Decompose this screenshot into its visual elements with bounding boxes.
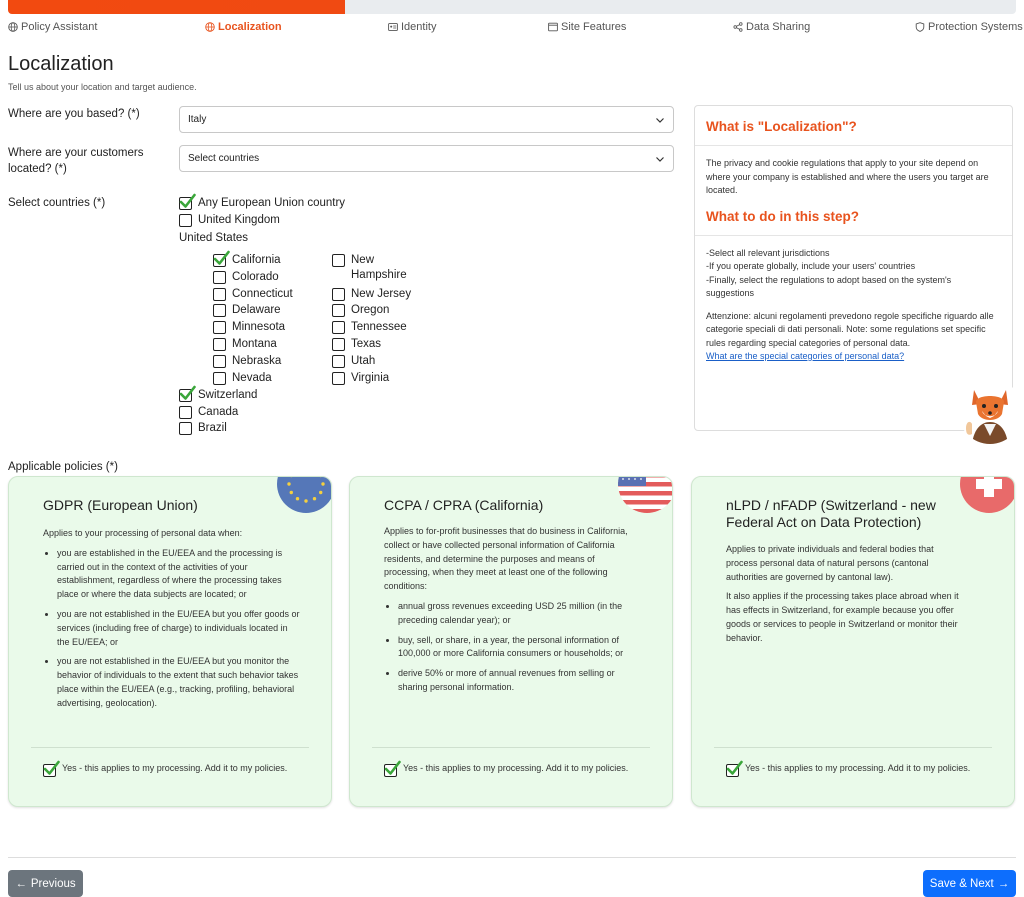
checkbox-label: Delaware <box>232 304 281 317</box>
checkbox-label: Virginia <box>351 371 390 384</box>
eu-star <box>304 499 307 502</box>
check-icon <box>179 385 196 401</box>
help-divider <box>695 145 1012 146</box>
country-checkbox-california[interactable] <box>213 253 281 268</box>
checkbox-checked[interactable] <box>213 254 226 267</box>
policy-paragraph: Applies to private individuals and federal bodies that process personal data of natural persons (cantonal authorities are governed by cantonal law). <box>726 544 934 582</box>
checkbox[interactable] <box>213 321 226 334</box>
help-title-2: What to do in this step? <box>706 208 859 224</box>
country-checkbox-texas[interactable] <box>332 337 412 352</box>
checkbox-checked[interactable] <box>179 389 192 402</box>
check-icon <box>43 760 60 776</box>
eu-star <box>313 497 316 500</box>
country-checkbox-virginia[interactable] <box>332 371 412 386</box>
card-divider <box>31 747 309 748</box>
step-label: Data Sharing <box>746 21 811 33</box>
customers-select[interactable] <box>179 145 674 172</box>
checkbox-label: Texas <box>351 338 382 350</box>
checkbox[interactable] <box>332 254 345 267</box>
help-title-1: What is "Localization"? <box>706 119 857 134</box>
footer-divider <box>8 857 1016 858</box>
checkbox[interactable] <box>332 304 345 317</box>
window-icon <box>548 22 558 32</box>
consent-label: Yes - this applies to my processing. Add it to my policies. <box>403 763 629 773</box>
card-divider <box>372 747 650 748</box>
share-icon <box>733 22 743 32</box>
list-item: • derive 50% or more of annual revenues from selling or sharing personal information. <box>398 667 634 695</box>
checkbox-label: Oregon <box>351 304 390 317</box>
checkbox-label: Nevada <box>232 371 272 384</box>
check-icon <box>384 760 401 776</box>
checkbox-checked[interactable] <box>179 197 192 210</box>
checkbox[interactable] <box>179 422 192 435</box>
country-checkbox-utah[interactable] <box>332 354 412 369</box>
customers-placeholder: Select countries <box>188 153 260 164</box>
step-label: Policy Assistant <box>21 21 98 33</box>
country-checkbox-united-kingdom[interactable] <box>179 213 280 228</box>
customers-label: Where are your customers located? (*) <box>8 147 144 175</box>
list-item: • you are established in the EU/EEA and the processing is carried out in the context of the activities of your establishment, regardless of where the processing takes place or where the data subjects are located; or <box>57 547 301 602</box>
shield-icon <box>915 22 925 32</box>
arrow-right-icon: → <box>997 877 1010 890</box>
checkbox-label: Utah <box>351 354 376 367</box>
country-checkbox-connecticut[interactable] <box>213 287 293 302</box>
policy-title: CCPA / CPRA (California) <box>384 497 544 513</box>
help-divider <box>695 235 1012 236</box>
checkbox[interactable] <box>179 406 192 419</box>
eu-star <box>319 491 322 494</box>
policy-description <box>726 543 966 652</box>
select-countries-label: Select countries (*) <box>8 197 106 209</box>
based-label: Where are you based? (*) <box>8 108 140 120</box>
progress-fill <box>8 0 345 14</box>
step-label: Identity <box>401 21 437 33</box>
country-checkbox-minnesota[interactable] <box>213 320 285 335</box>
save-next-button[interactable] <box>923 870 1016 897</box>
step-policy-assistant[interactable] <box>8 21 97 33</box>
help-tip-3: -Finally, select the regulations to adopt based on the system's suggestions <box>706 274 952 298</box>
step-label: Localization <box>218 21 282 33</box>
policy-paragraph: It also applies if the processing takes place abroad when it has effects in Switzerland, for example because you offer goods or services to people in Switzerland or monitor their behavior. <box>726 591 959 643</box>
checkbox[interactable] <box>332 288 345 301</box>
nlpd-consent-checkbox[interactable] <box>726 762 976 777</box>
checkbox-checked[interactable] <box>43 764 56 777</box>
check-icon <box>213 250 230 266</box>
checkbox-label: United Kingdom <box>198 214 280 226</box>
country-checkbox-montana[interactable] <box>213 337 277 352</box>
checkbox-label: New Hampshire <box>351 254 407 281</box>
step-identity[interactable] <box>388 21 436 33</box>
card-divider <box>714 747 992 748</box>
progress-bar <box>8 0 1016 14</box>
help-note: Attenzione: alcuni regolamenti prevedono regole specifiche riguardo alle categorie speciali di dati personali. Note: some regulations set specific rules regarding special categories of personal data. <box>706 310 994 348</box>
country-checkbox-brazil[interactable] <box>179 421 227 436</box>
country-checkbox-nebraska[interactable] <box>213 354 281 369</box>
checkbox-label: Brazil <box>198 422 227 434</box>
checkbox-label: Minnesota <box>232 321 286 334</box>
special-categories-link[interactable]: What are the special categories of personal data? <box>706 351 905 361</box>
country-checkbox-new-jersey[interactable] <box>332 287 412 302</box>
checkbox[interactable] <box>179 214 192 227</box>
checkbox-label: Switzerland <box>198 389 258 401</box>
country-checkbox-nevada[interactable] <box>213 371 272 386</box>
checkbox[interactable] <box>332 321 345 334</box>
checkbox-label: Tennessee <box>351 321 407 334</box>
policy-intro: Applies to your processing of personal data when: <box>43 528 243 538</box>
chevron-down-icon <box>655 154 665 164</box>
policy-conditions <box>384 600 634 695</box>
checkbox-label: Nebraska <box>232 354 282 367</box>
eu-flag-icon <box>277 476 332 513</box>
country-checkbox-colorado[interactable] <box>213 270 279 285</box>
policy-card-nlpd[interactable] <box>691 476 1015 807</box>
checkbox[interactable] <box>332 338 345 351</box>
checkbox[interactable] <box>332 372 345 385</box>
help-tip-2: -If you operate globally, include your users' countries <box>706 261 916 271</box>
step-label: Site Features <box>561 21 627 33</box>
page-subtitle: Tell us about your location and target audience. <box>8 82 197 92</box>
country-checkbox-switzerland[interactable] <box>179 388 257 403</box>
eu-star <box>296 497 299 500</box>
checkbox[interactable] <box>213 338 226 351</box>
list-item: • you are not established in the EU/EEA but you monitor the behavior of individuals to the extent that such behavior takes place within the EU/EEA (e.g., tracking, profiling, behavioral advertising, geolocation). <box>57 655 301 710</box>
list-item: • you are not established in the EU/EEA but you offer goods or services (including free of charge) to individuals located in the EU/EEA; or <box>57 608 301 649</box>
globe-icon <box>8 22 18 32</box>
list-item: • buy, sell, or share, in a year, the personal information of 100,000 or more California consumers or households; or <box>398 634 634 662</box>
checkbox-label: California <box>232 254 281 266</box>
step-site-features[interactable] <box>548 21 626 33</box>
checkbox-label: New Jersey <box>351 287 412 300</box>
step-nav <box>8 21 1023 37</box>
country-checkbox-oregon[interactable] <box>332 303 412 318</box>
based-select[interactable] <box>179 106 674 133</box>
checkbox-label: Connecticut <box>232 287 293 300</box>
policy-card-ccpa[interactable] <box>349 476 673 807</box>
policy-conditions <box>43 547 301 711</box>
policies-label: Applicable policies (*) <box>8 461 118 473</box>
help-text-1: The privacy and cookie regulations that apply to your site depend on where your company is established and where the users you target are located. <box>706 158 989 195</box>
check-icon <box>726 760 743 776</box>
save-next-label: Save & Next <box>929 877 994 890</box>
step-protection-systems[interactable] <box>915 21 1023 33</box>
consent-label: Yes - this applies to my processing. Add it to my policies. <box>62 763 288 773</box>
previous-button[interactable] <box>8 870 83 897</box>
policy-description <box>43 527 301 717</box>
eu-star <box>287 482 290 485</box>
checkbox-label: Canada <box>198 406 239 418</box>
country-checkbox-any-european-union-country[interactable] <box>179 196 345 211</box>
policy-title: GDPR (European Union) <box>43 497 198 513</box>
check-icon <box>179 193 196 209</box>
ccpa-consent-checkbox[interactable] <box>384 762 634 777</box>
step-localization[interactable] <box>205 21 282 33</box>
checkbox-checked[interactable] <box>384 764 397 777</box>
policy-intro: Applies to for-profit businesses that do business in California, collect or have collected personal information of California residents, and determine the purposes and means of processing, when they meet at least one of the following conditions: <box>384 526 628 592</box>
checkbox[interactable] <box>213 304 226 317</box>
policy-description <box>384 525 634 701</box>
id-card-icon <box>388 22 398 32</box>
us-flag-icon <box>618 476 673 513</box>
arrow-left-icon: ← <box>15 877 27 890</box>
checkbox[interactable] <box>332 355 345 368</box>
list-item: • annual gross revenues exceeding USD 25 million (in the preceding calendar year); or <box>398 600 634 628</box>
help-tip-1: -Select all relevant jurisdictions <box>706 247 830 258</box>
checkbox[interactable] <box>213 288 226 301</box>
fox-mascot-icon[interactable] <box>958 378 1022 444</box>
checkbox-label: Colorado <box>232 270 279 283</box>
us-heading: United States <box>179 232 249 244</box>
eu-star <box>290 491 293 494</box>
country-checkbox-canada[interactable] <box>179 405 238 420</box>
checkbox[interactable] <box>213 355 226 368</box>
chevron-down-icon <box>655 115 665 125</box>
globe-icon <box>205 22 215 32</box>
consent-label: Yes - this applies to my processing. Add it to my policies. <box>745 763 971 773</box>
policy-title: nLPD / nFADP (Switzerland - new Federal Act on Data Protection) <box>726 497 936 530</box>
country-checkbox-new-hampshire[interactable] <box>332 253 412 283</box>
based-value: Italy <box>188 114 207 125</box>
country-checkbox-tennessee[interactable] <box>332 320 412 335</box>
checkbox[interactable] <box>213 271 226 284</box>
previous-label: Previous <box>30 877 76 890</box>
page-title: Localization <box>8 53 114 75</box>
step-data-sharing[interactable] <box>733 21 810 33</box>
checkbox-checked[interactable] <box>726 764 739 777</box>
country-checkbox-delaware[interactable] <box>213 303 281 318</box>
policy-card-gdpr[interactable] <box>8 476 332 807</box>
gdpr-consent-checkbox[interactable] <box>43 762 293 777</box>
checkbox-label: Montana <box>232 338 277 350</box>
help-panel <box>694 105 1013 431</box>
checkbox[interactable] <box>213 372 226 385</box>
step-label: Protection Systems <box>928 21 1023 33</box>
checkbox-label: Any European Union country <box>198 197 346 209</box>
swiss-flag-icon <box>960 476 1015 513</box>
eu-star <box>321 482 324 485</box>
